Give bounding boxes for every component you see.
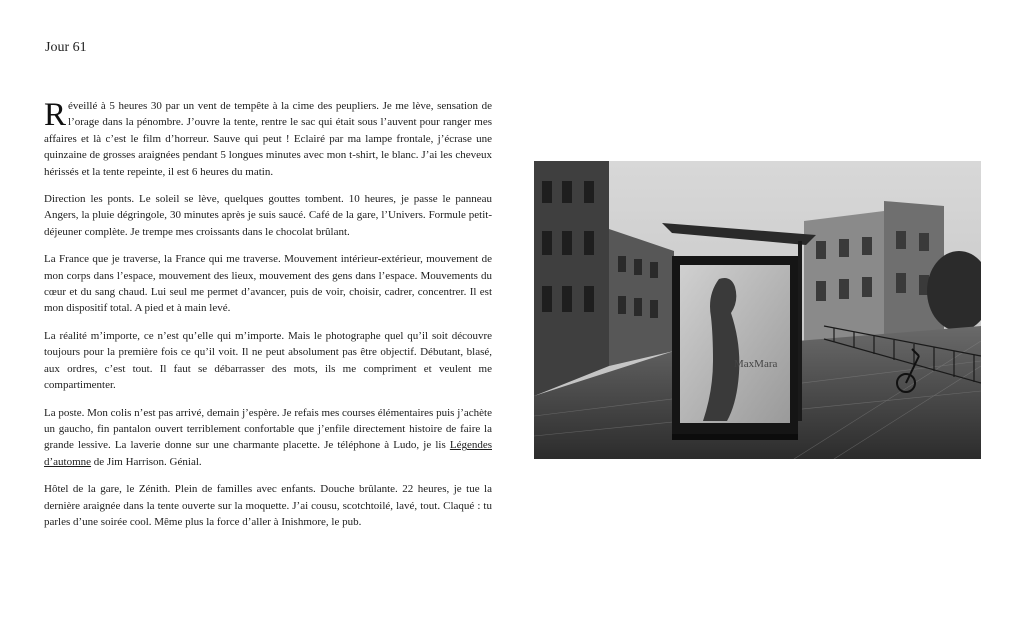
paragraph-1 bbox=[44, 98, 492, 180]
page-title: Jour 61 bbox=[45, 40, 87, 55]
poster-brand: MaxMara bbox=[734, 358, 778, 370]
paragraph-3: La France que je traverse, la France qui me traverse. Mouvement intérieur-extérieur, mouvement de mon corps dans l’espace, mouvement des lieux, mouvement des gens dans l’espace. Mouvements du cœur et du sang chaud. Lui seul me permet d’avancer, puis de voir, choisir, cadrer, concentrer. Il est mon dispositif total. A pied et à main levé. bbox=[44, 253, 492, 315]
paragraph-2: Direction les ponts. Le soleil se lève, quelques gouttes tombent. 10 heures, je passe le panneau Angers, la pluie dégringole, 30 minutes après je suis saucé. Café de la gare, l’Univers. Formule petit-déjeuner complète. Je trempe mes croissants dans le chocolat brûlant. bbox=[44, 193, 492, 238]
paragraph-6: Hôtel de la gare, le Zénith. Plein de familles avec enfants. Douche brûlante. 22 heures, je tue la dernière araignée dans la tente ouverte sur la moquette. J’ai cousu, scotchtoilé, lavé, tout. Claqué : tu parles d’une soirée cool. Même plus la force d’aller à Inishmore, le pub. bbox=[44, 483, 492, 528]
paragraph-5-text-b: de Jim Harrison. Génial. bbox=[91, 455, 202, 468]
paragraph-1-text: éveillé à 5 heures 30 par un vent de tempête à la cime des peupliers. Je me lève, sensation de l’orage dans la pénombre. J’ouvre la tente, rentre le sac qui était sous l’auvent pour ranger mes affaires et là c’est le film d’horreur. Sauve qui peut ! Eclairé par ma lampe frontale, j’écrase une quinzaine de grosses araignées pendant 5 longues minutes avec mon t-shirt, le blanc. J’ai les cheveux hérissés et la tente repeinte, il est 6 heures du matin. bbox=[44, 100, 492, 178]
dropcap: R bbox=[44, 97, 67, 133]
paragraph-5 bbox=[44, 405, 492, 471]
paragraph-5-text-a: La poste. Mon colis n’est pas arrivé, demain j’espère. Je refais mes courses élémentaires puis j’achète un gaucho, fin pantalon ouvert terriblement confortable que j’enfile directement histoire de faire la grande lessive. La laverie donne sur une charmante placette. Je téléphone à Ludo, je lis bbox=[44, 406, 492, 452]
article-body bbox=[44, 98, 492, 541]
paragraph-4: La réalité m’importe, ce n’est qu’elle qui m’importe. Mais le photographe quel qu’il soit découvre toujours pour la première fois ce qu’il voit. Il ne peut absolument pas être objectif. Débutant, blasé, aux ordres, c’est tout. Il faut se débarrasser des mots, ils me compriment et veulent me compartimenter. bbox=[44, 329, 492, 392]
book-title: Légendes d’automne bbox=[44, 439, 492, 468]
bus-shelter-photo bbox=[534, 161, 981, 459]
